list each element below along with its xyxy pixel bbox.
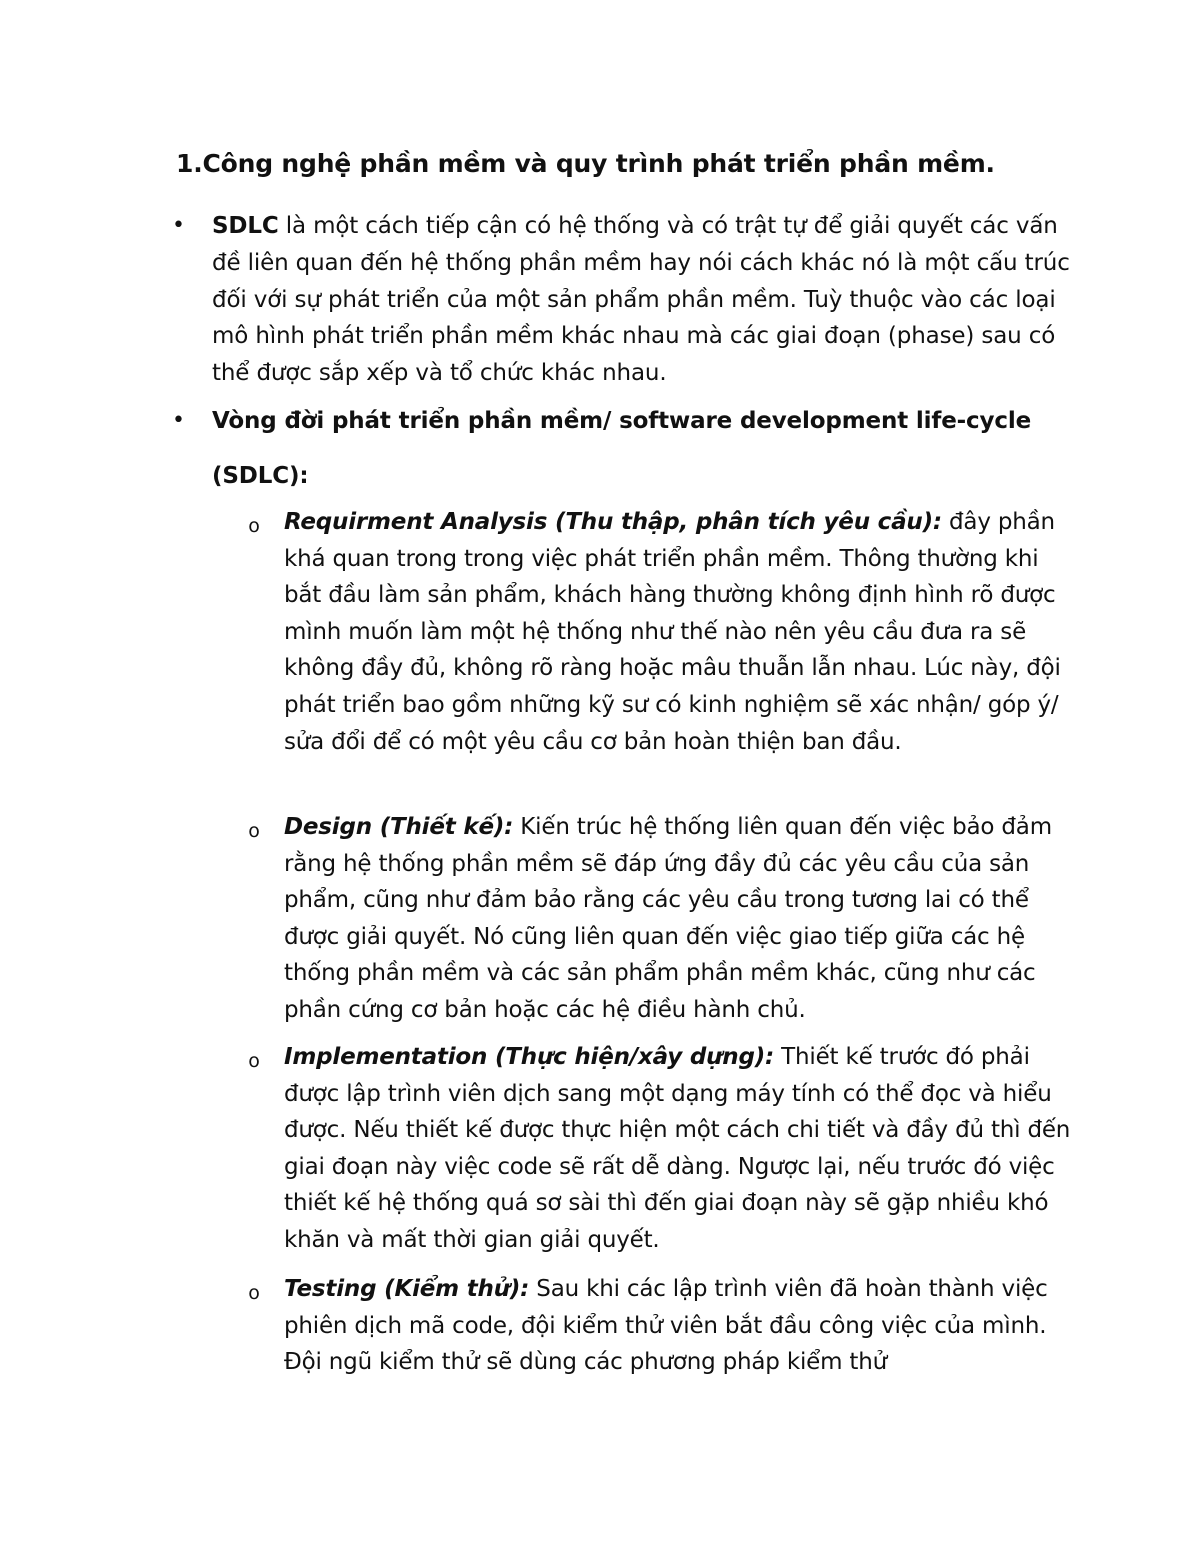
bullet-marker: •: [172, 408, 185, 433]
phase-description: đây phần khá quan trong trong việc phát triển phần mềm. Thông thường khi bắt đầu làm sản phẩm, khách hàng thường không định hình rõ được mình muốn làm một hệ thống như thế nào nên yêu cầu đưa ra sẽ không đầy đủ, không rõ ràng hoặc mâu thuẫn lẫn nhau. Lúc này, đội phát triển bao gồm những kỹ sư có kinh nghiệm sẽ xác nhận/ góp ý/ sửa đổi để có một yêu cầu cơ bản hoàn thiện ban đầu.: [284, 509, 1061, 755]
phase-term: Design (Thiết kế):: [284, 814, 514, 840]
phase-implementation: [284, 1039, 1074, 1259]
phase-testing: [284, 1271, 1074, 1381]
page-heading: 1.Công nghệ phần mềm và quy trình phát triển phần mềm.: [176, 149, 995, 178]
phase-design: [284, 809, 1074, 1029]
sdlc-term: SDLC: [212, 213, 279, 239]
sdlc-paragraph: [212, 208, 1082, 392]
phase-term: Implementation (Thực hiện/xây dựng):: [284, 1044, 775, 1070]
sub-bullet-marker: o: [248, 1282, 260, 1304]
sdlc-description: là một cách tiếp cận có hệ thống và có trật tự để giải quyết các vấn đề liên quan đến hệ thống phần mềm hay nói cách khác nó là một cấu trúc đối với sự phát triển của một sản phẩm phần mềm. Tuỳ thuộc vào các loại mô hình phát triển phần mềm khác nhau mà các giai đoạn (phase) sau có thể được sắp xếp và tổ chức khác nhau.: [212, 213, 1070, 387]
sub-bullet-marker: o: [248, 820, 260, 842]
bullet-marker: •: [172, 213, 185, 238]
phase-requirement-analysis: [284, 504, 1074, 760]
phase-description: Thiết kế trước đó phải được lập trình viên dịch sang một dạng máy tính có thể đọc và hiểu được. Nếu thiết kế được thực hiện một cách chi tiết và đầy đủ thì đến giai đoạn này việc code sẽ rất dễ dàng. Ngược lại, nếu trước đó việc thiết kế hệ thống quá sơ sài thì đến giai đoạn này sẽ gặp nhiều khó khăn và mất thời gian giải quyết.: [284, 1044, 1071, 1253]
sub-bullet-marker: o: [248, 515, 260, 537]
sub-bullet-marker: o: [248, 1050, 260, 1072]
phase-term: Testing (Kiểm thử):: [284, 1276, 530, 1302]
phase-term: Requirment Analysis (Thu thập, phân tích yêu cầu):: [284, 509, 942, 535]
phase-description: Kiến trúc hệ thống liên quan đến việc bảo đảm rằng hệ thống phần mềm sẽ đáp ứng đầy đủ các yêu cầu của sản phẩm, cũng như đảm bảo rằng các yêu cầu trong tương lai có thể được giải quyết. Nó cũng liên quan đến việc giao tiếp giữa các hệ thống phần mềm và các sản phẩm phần mềm khác, cũng như các phần cứng cơ bản hoặc các hệ điều hành chủ.: [284, 814, 1052, 1023]
phase-description: Sau khi các lập trình viên đã hoàn thành việc phiên dịch mã code, đội kiểm thử viên bắt đầu công việc của mình. Đội ngũ kiểm thử sẽ dùng các phương pháp kiểm thử: [284, 1276, 1048, 1376]
lifecycle-title: Vòng đời phát triển phần mềm/ software development life-cycle: [212, 408, 1032, 434]
lifecycle-title-continued: (SDLC):: [212, 463, 309, 489]
